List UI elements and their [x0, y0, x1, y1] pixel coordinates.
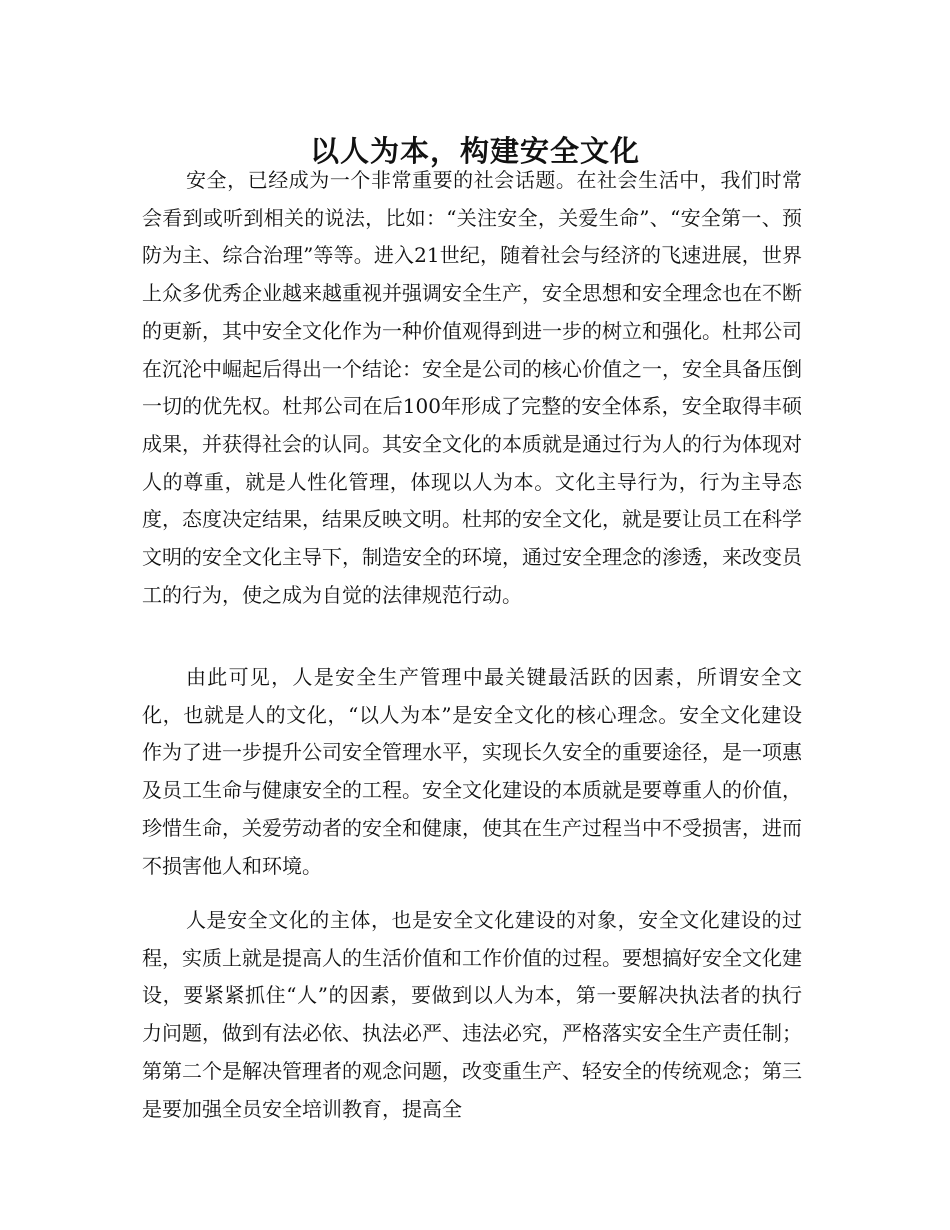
paragraph-1: 安全，已经成为一个非常重要的社会话题。在社会生活中，我们时常会看到或听到相关的说法，比如：“关注安全，关爱生命”、“安全第一、预防为主、综合治理”等等。进入21世纪，随着社会与经济的飞速进展，世界上众多优秀企业越来越重视并强调安全生产，安全思想和安全理念也在不断的更新，其中安全文化作为一种价值观得到进一步的树立和强化。杜邦公司在沉沦中崛起后得出一个结论：安全是公司的核心价值之一，安全具备压倒一切的优先权。杜邦公司在后100年形成了完整的安全体系，安全取得丰硕成果，并获得社会的认同。其安全文化的本质就是通过行为人的行为体现对人的尊重，就是人性化管理，体现以人为本。文化主导行为，行为主导态度，态度决定结果，结果反映文明。杜邦的安全文化，就是要让员工在科学文明的安全文化主导下，制造安全的环境，通过安全理念的渗透，来改变员工的行为，使之成为自觉的法律规范行动。 — [142, 168, 802, 607]
paragraph-2: 由此可见，人是安全生产管理中最关键最活跃的因素，所谓安全文化，也就是人的文化，“以人为本”是安全文化的核心理念。安全文化建设作为了进一步提升公司安全管理水平，实现长久安全的重要途径，是一项惠及员工生命与健康安全的工程。安全文化建设的本质就是要尊重人的价值，珍惜生命，关爱劳动者的安全和健康，使其在生产过程当中不受损害，进而不损害他人和环境。 — [142, 665, 802, 878]
document-title: 以人为本，构建安全文化 — [309, 134, 640, 169]
paragraph-3: 人是安全文化的主体，也是安全文化建设的对象，安全文化建设的过程，实质上就是提高人的生活价值和工作价值的过程。要想搞好安全文化建设，要紧紧抓住“人”的因素，要做到以人为本，第一要解决执法者的执行力问题，做到有法必依、执法必严、违法必究，严格落实安全生产责任制；第第二个是解决管理者的观念问题，改变重生产、轻安全的传统观念；第三是要加强全员安全培训教育，提高全 — [142, 908, 802, 1121]
